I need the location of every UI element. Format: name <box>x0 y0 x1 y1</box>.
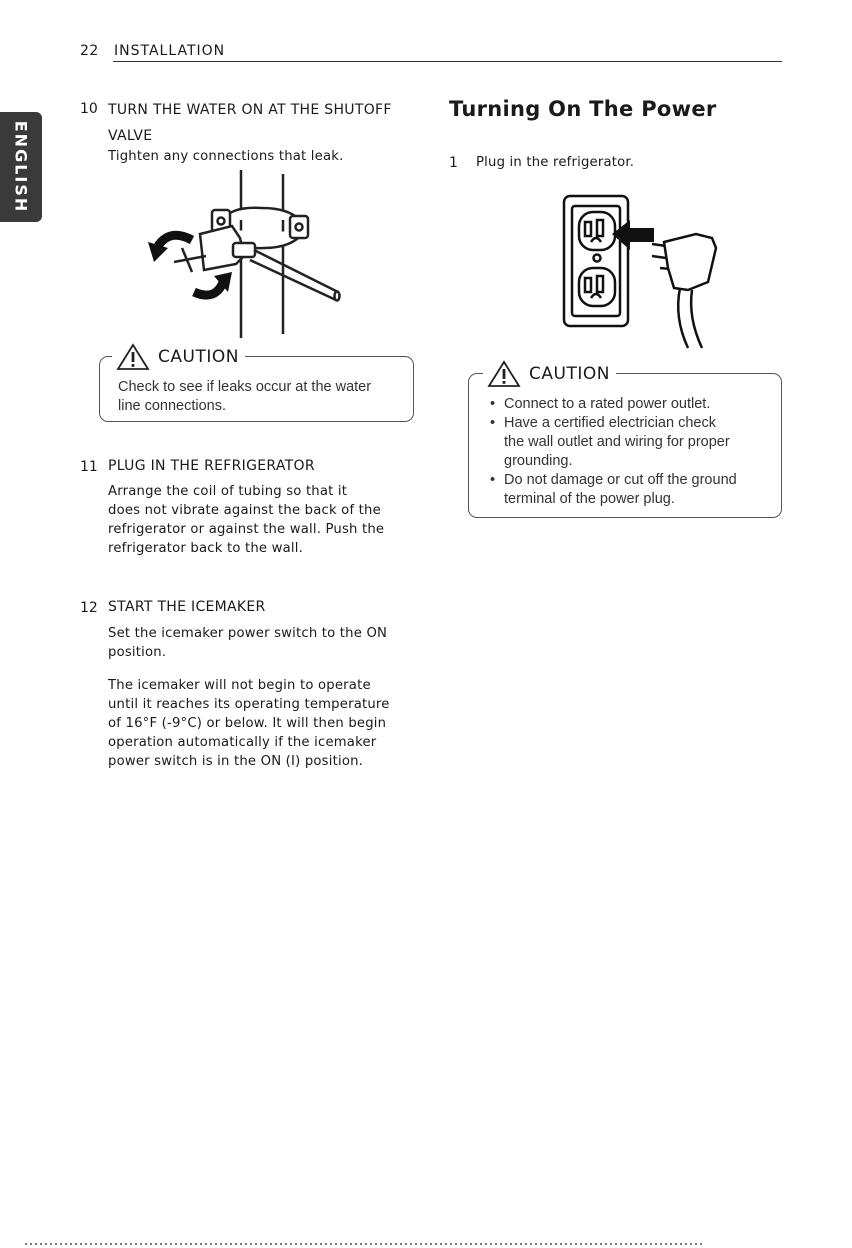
step-12-body-2 <box>108 676 390 771</box>
body-line: of 16°F (-9°C) or below. It will then begin <box>108 716 387 731</box>
step-11-body <box>108 482 384 558</box>
caution-label-left <box>112 343 245 371</box>
body-line: The icemaker will not begin to operate <box>108 678 371 693</box>
body-line: position. <box>108 645 167 660</box>
body-line: operation automatically if the icemaker <box>108 735 377 750</box>
caution-right-text <box>490 395 774 509</box>
body-line: refrigerator or against the wall. Push the <box>108 522 385 537</box>
caution-item-line: • Do not damage or cut off the ground <box>504 472 737 488</box>
caution-left-text <box>118 378 371 416</box>
body-line: does not vibrate against the back of the <box>108 503 381 518</box>
body-line: Set the icemaker power switch to the ON <box>108 626 388 641</box>
caution-title-right: CAUTION <box>529 364 610 384</box>
power-step-number: 1 <box>449 155 458 171</box>
language-tab-label: ENGLISH <box>11 120 31 214</box>
step-11-heading: PLUG IN THE REFRIGERATOR <box>108 458 315 474</box>
outlet-plug-illustration <box>556 190 720 350</box>
language-tab <box>0 112 42 222</box>
bottom-edge-dots <box>25 1243 705 1245</box>
power-section-title: Turning On The Power <box>449 97 717 121</box>
caution-item-line: terminal of the power plug. <box>504 491 675 507</box>
caution-label-right <box>483 360 616 388</box>
step-10-number: 10 <box>80 101 98 117</box>
step-12-number: 12 <box>80 600 98 616</box>
header-divider <box>113 61 782 62</box>
step-12-heading: START THE ICEMAKER <box>108 599 266 615</box>
caution-left-line: line connections. <box>118 398 227 414</box>
page-number: 22 <box>80 43 99 59</box>
step-10-heading-line1: TURN THE WATER ON AT THE SHUTOFF <box>108 102 392 118</box>
warning-triangle-icon <box>487 360 521 388</box>
caution-left-line: Check to see if leaks occur at the water <box>118 379 372 395</box>
step-10-heading-line2: VALVE <box>108 128 153 144</box>
caution-item <box>490 471 774 509</box>
caution-title-left: CAUTION <box>158 347 239 367</box>
caution-item-line: • Connect to a rated power outlet. <box>504 396 711 412</box>
step-12-body <box>108 624 387 662</box>
body-line: until it reaches its operating temperature <box>108 697 390 712</box>
caution-item <box>490 414 774 471</box>
caution-list <box>490 395 774 509</box>
shutoff-valve-illustration <box>140 168 350 340</box>
section-title-header: INSTALLATION <box>114 43 226 59</box>
body-line: refrigerator back to the wall. <box>108 541 303 556</box>
step-10-body: Tighten any connections that leak. <box>108 149 344 164</box>
warning-triangle-icon <box>116 343 150 371</box>
step-11-number: 11 <box>80 459 98 475</box>
body-line: power switch is in the ON (I) position. <box>108 754 364 769</box>
caution-item-line: grounding. <box>504 453 573 469</box>
caution-item-line: the wall outlet and wiring for proper <box>504 434 730 450</box>
body-line: Arrange the coil of tubing so that it <box>108 484 348 499</box>
power-step-text: Plug in the refrigerator. <box>476 155 635 170</box>
caution-item <box>490 395 774 414</box>
caution-item-line: • Have a certified electrician check <box>504 415 716 431</box>
